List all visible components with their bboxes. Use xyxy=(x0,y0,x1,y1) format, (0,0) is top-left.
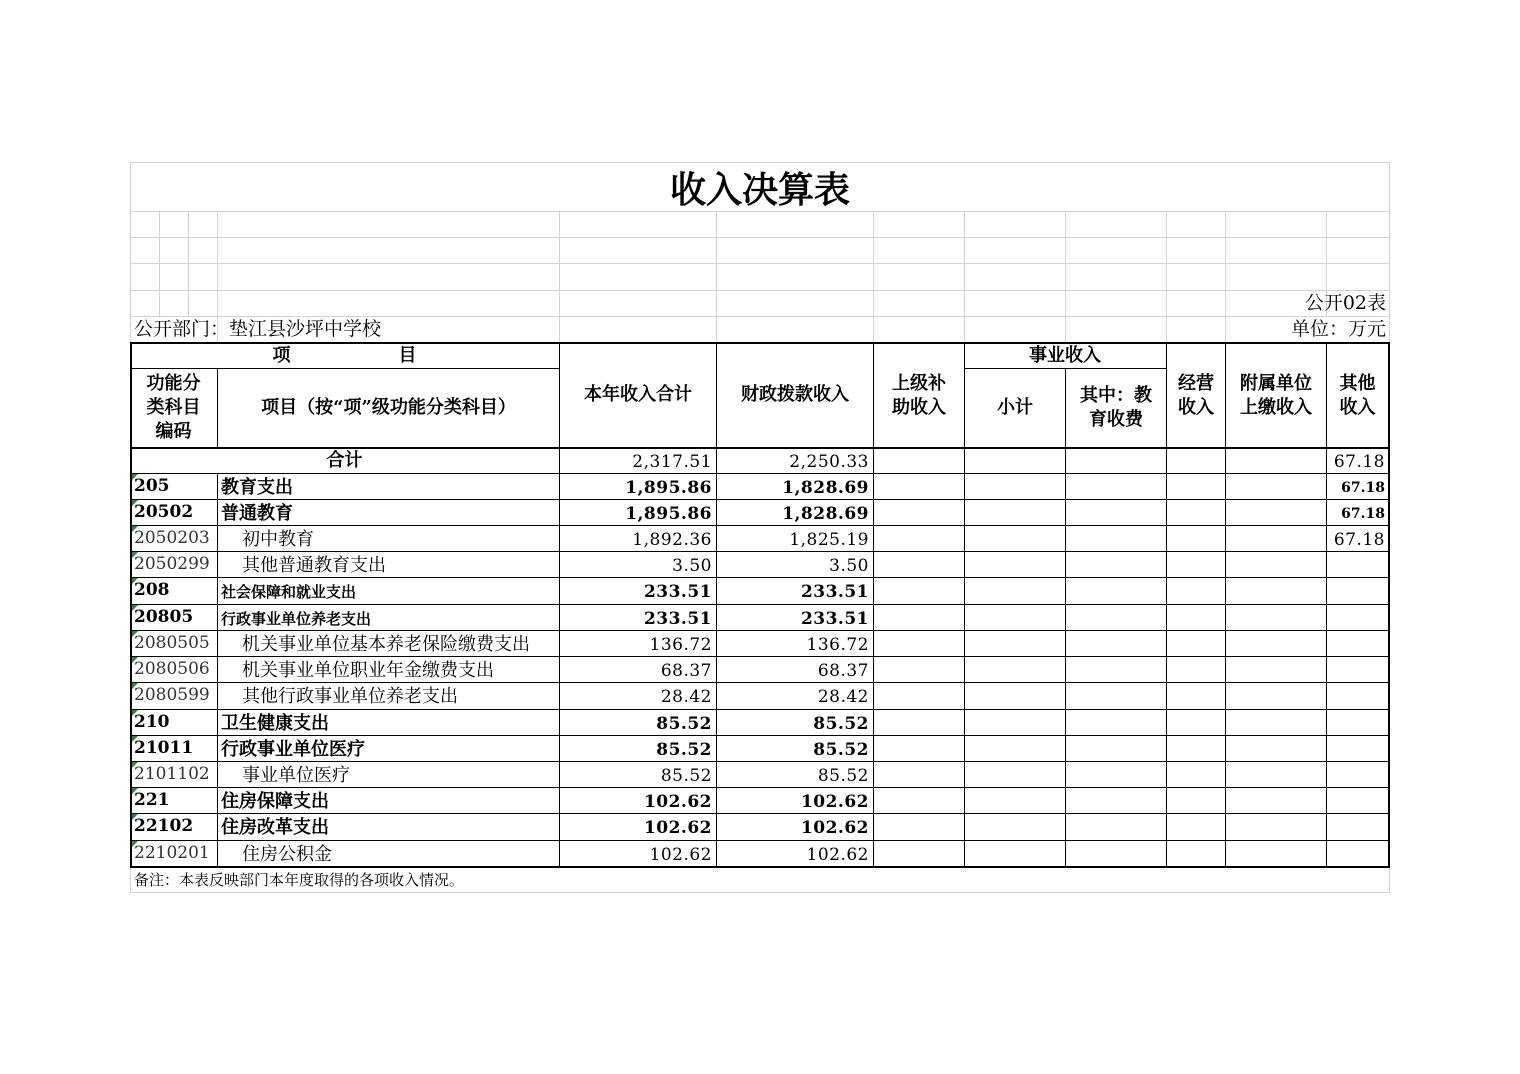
header-operating-income: 经营 收入 xyxy=(1178,373,1214,418)
header-item-name: 项目（按“项”级功能分类科目） xyxy=(261,397,516,418)
header-total-income: 本年收入合计 xyxy=(584,384,692,405)
header-func-code: 功能分 类科目 编码 xyxy=(146,373,201,442)
form-number: 公开02表 xyxy=(1304,292,1386,314)
header-item: 项 目 xyxy=(272,345,417,366)
total-row-other: 67.18 xyxy=(1333,452,1385,472)
header-edu-fee: 其中：教 育收费 xyxy=(1080,385,1152,430)
header-fiscal-income: 财政拨款收入 xyxy=(741,384,849,405)
income-settlement-sheet: 收入决算表 公开02表 公开部门：垫江县沙坪中学校 单位：万元 项 目 事业收入 功能分 类科目 编码 项目（按“项”级功能分类科目） 本年收入合计 财政拨款收入 上级补 助收入 小计 其中：教 育收费 经营 收入 附属单位 上缴收入 其他 收入 合计 2,317.51 2,250.33 67.18 205 教育支出 1,895.86 1,828.69 67.18 20502 普通教育 1,895.86 1,828.69 67.18 2050203 初中教育 1,892.36 1,825.19 67.18 2050299 其他普通教育支出 3.50 3.50 208 社会保障和就业支出 233.51 233.51 20805 行政事业单位养老支出 233.51 233.51 2080505 机关事业单位基本养老保险缴费支出 136.72 136.72 2080506 机关事业单位职业年金缴费支出 68.37 68.37 2080599 其他行政事业单位养老支出 28.42 28.42 210 卫生健康支出 85.52 85.52 21011 行政事业单位医疗 85.52 85.52 2101102 事业单位医疗 85.52 85.52 221 住房保障支出 102.62 102.62 22102 住房改革支出 102.62 102.62 2210201 住房公积金 102.62 102.62 备注：本表反映部门本年度取得的各项收入情况。 xyxy=(130,162,1390,893)
header-other-income: 其他 收入 xyxy=(1339,373,1376,418)
header-business-income: 事业收入 xyxy=(1029,345,1101,366)
header-subtotal: 小计 xyxy=(997,397,1033,418)
total-row-total: 2,317.51 xyxy=(632,452,712,472)
page-title: 收入决算表 xyxy=(669,169,850,211)
header-affiliated-income: 附属单位 上缴收入 xyxy=(1240,373,1312,418)
unit-label: 单位：万元 xyxy=(1290,318,1386,340)
total-row-label: 合计 xyxy=(326,450,363,471)
department-label: 公开部门：垫江县沙坪中学校 xyxy=(134,318,382,340)
total-row-fiscal: 2,250.33 xyxy=(789,452,869,472)
footnote: 备注：本表反映部门本年度取得的各项收入情况。 xyxy=(134,871,465,889)
header-superior-subsidy: 上级补 助收入 xyxy=(892,373,946,418)
